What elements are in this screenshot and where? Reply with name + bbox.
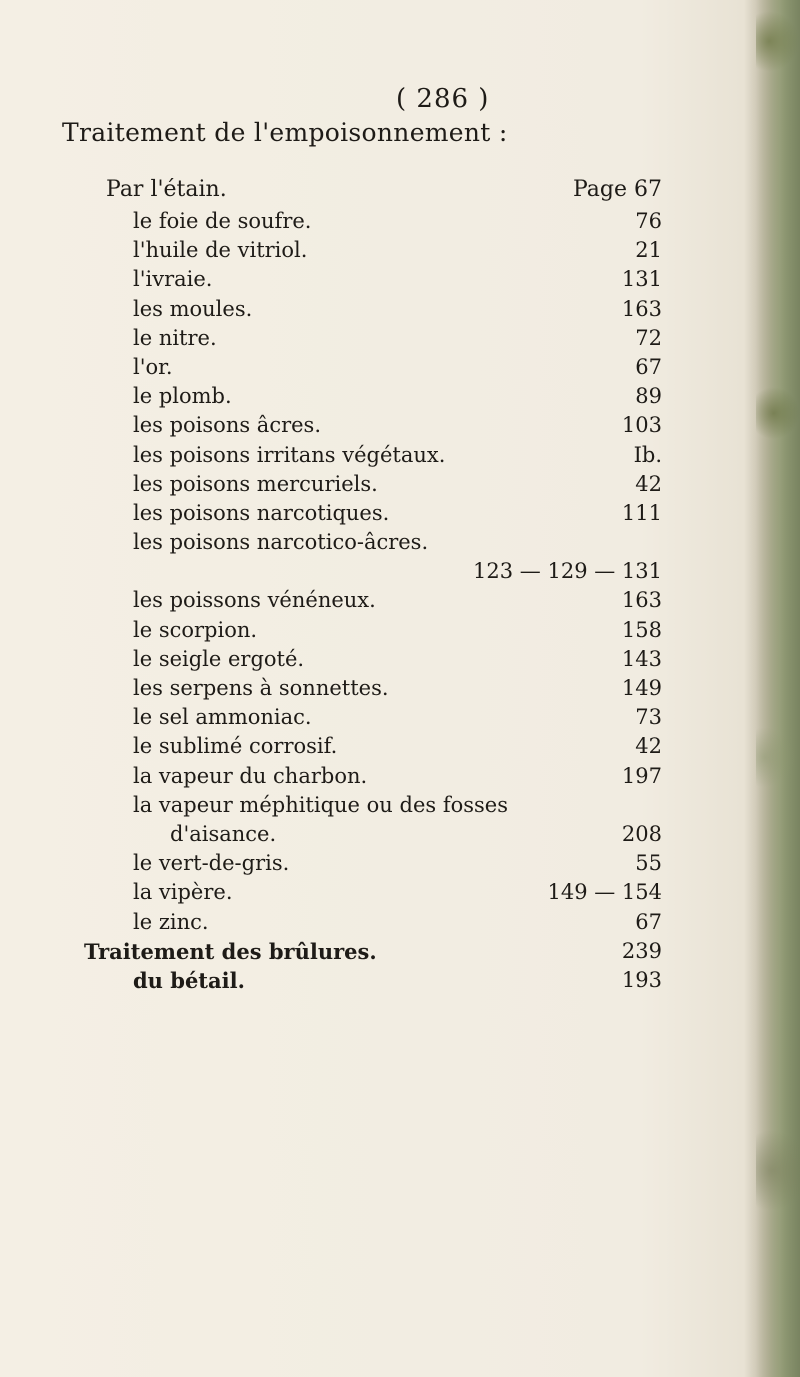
entry-label: l'or.: [133, 354, 173, 379]
entry-label: les poisons narcotico-âcres.: [133, 530, 429, 555]
entry-pages: 208: [621, 821, 662, 846]
entry-label: du bétail.: [133, 967, 245, 993]
entry-pages: 131: [621, 267, 662, 292]
entry-pages: 72: [635, 325, 662, 350]
index-entry: [0, 382, 800, 411]
entry-label: le sublimé corrosif.: [133, 734, 338, 759]
entry-label: les serpens à sonnettes.: [133, 676, 389, 700]
entry-pages: 42: [635, 734, 662, 759]
index-entry: [0, 732, 800, 761]
index-entry: [0, 616, 800, 645]
entry-label: les poisons irritans végétaux.: [133, 442, 446, 467]
entry-label: le zinc.: [133, 909, 209, 934]
entry-pages: 163: [621, 588, 662, 613]
lead-entry-pages: Page 67: [572, 177, 662, 202]
entry-pages: 197: [621, 763, 662, 788]
index-entry-continuation: [0, 820, 800, 849]
index-entry: [0, 966, 800, 995]
entry-label: les poisons âcres.: [133, 413, 321, 438]
entry-pages: 55: [635, 851, 662, 876]
index-entry: [0, 324, 800, 353]
index-entry: [0, 849, 800, 878]
index-entry: [0, 470, 800, 499]
entry-pages: 21: [635, 238, 662, 263]
entry-label: les moules.: [133, 296, 253, 321]
index-entry: [0, 908, 800, 937]
entry-label: les poissons vénéneux.: [133, 588, 376, 613]
entry-pages: 42: [635, 471, 662, 496]
entry-label: Traitement des brûlures.: [84, 938, 377, 964]
entry-pages: 239: [621, 938, 662, 963]
entry-pages: 149: [621, 676, 662, 700]
index-entry: [0, 586, 800, 615]
entry-pages: 149 — 154: [547, 880, 662, 905]
index-entry: [0, 411, 800, 440]
entry-pages: 89: [635, 384, 662, 409]
entry-pages: 123 — 129 — 131: [473, 559, 662, 584]
entry-pages: 158: [621, 617, 662, 642]
entry-label: la vapeur du charbon.: [133, 763, 368, 788]
index-entry: [0, 265, 800, 294]
entry-label: l'ivraie.: [133, 267, 213, 292]
entry-label: les poisons mercuriels.: [133, 471, 378, 496]
index-entry: [0, 499, 800, 528]
entry-pages: 193: [621, 967, 662, 992]
entry-label: le foie de soufre.: [133, 209, 312, 233]
entry-label: le vert-de-gris.: [133, 851, 290, 876]
index-entry: [0, 762, 800, 791]
entry-pages: 67: [635, 354, 662, 379]
entry-pages: 76: [635, 209, 662, 233]
entry-label: l'huile de vitriol.: [133, 238, 308, 263]
index-entry: [0, 353, 800, 382]
lead-entry-label: Par l'étain.: [106, 177, 227, 202]
index-entry: [0, 236, 800, 265]
index-entry-main: [0, 937, 800, 966]
index-entry: [0, 528, 800, 557]
index-entries: [0, 207, 800, 995]
entry-label: la vipère.: [133, 880, 233, 905]
section-heading: Traitement de l'empoisonnement :: [62, 118, 508, 147]
entry-pages: Ib.: [633, 442, 662, 467]
entry-pages: 67: [635, 909, 662, 934]
entry-label: les poisons narcotiques.: [133, 500, 390, 525]
entry-pages: 163: [621, 296, 662, 321]
index-entry: [0, 791, 800, 820]
index-entry: [0, 645, 800, 674]
page-number: ( 286 ): [396, 84, 490, 114]
entry-label: le nitre.: [133, 325, 217, 350]
entry-pages: 73: [635, 705, 662, 730]
entry-pages: 143: [621, 646, 662, 671]
entry-pages: 103: [621, 413, 662, 438]
index-entry: [0, 703, 800, 732]
index-entry: [0, 207, 800, 236]
index-entry: [0, 441, 800, 470]
entry-label: le plomb.: [133, 384, 232, 409]
index-entry: [0, 295, 800, 324]
entry-label: la vapeur méphitique ou des fosses: [133, 792, 508, 817]
entry-label: le scorpion.: [133, 617, 258, 642]
entry-label: le seigle ergoté.: [133, 646, 305, 671]
entry-label: d'aisance.: [170, 821, 277, 846]
index-entry: [0, 878, 800, 907]
entry-pages: 111: [621, 500, 662, 525]
entry-label: le sel ammoniac.: [133, 705, 312, 730]
index-entry-continuation: [0, 557, 800, 586]
index-entry: [0, 674, 800, 703]
